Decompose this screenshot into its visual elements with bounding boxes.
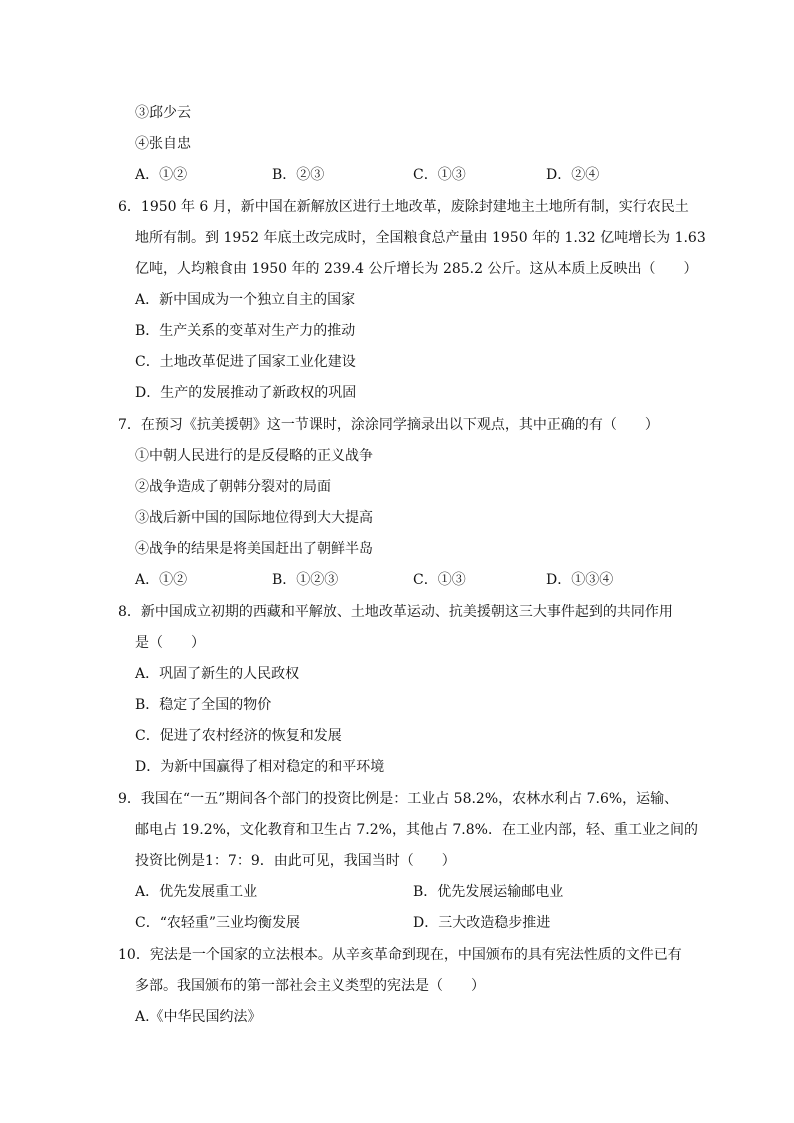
q7-option-a: A．①②	[135, 572, 188, 588]
q7-item-3: ③战后新中国的国际地位得到大大提高	[135, 510, 373, 526]
q10-option-a: A.《中华民国约法》	[135, 1009, 262, 1025]
q7-option-b: B．①②③	[272, 572, 339, 588]
q6-option-c: C．土地改革促进了国家工业化建设	[135, 354, 356, 370]
q8-option-c: C．促进了农村经济的恢复和发展	[135, 728, 342, 744]
q8-stem-line-1: 8．新中国成立初期的西藏和平解放、土地改革运动、抗美援朝这三大事件起到的共同作用	[118, 604, 673, 620]
q9-stem-line-2: 邮电占 19.2%，文化教育和卫生占 7.2%，其他占 7.8%．在工业内部，轻、重工业之间的	[135, 822, 698, 838]
q8-stem-line-2: 是（ ）	[135, 635, 205, 651]
q7-option-c: C．①③	[413, 572, 466, 588]
q5-option-b: B．②③	[272, 167, 325, 183]
q9-stem-line-3: 投资比例是1：7：9．由此可见，我国当时（ ）	[135, 853, 456, 869]
q5-option-c: C．①③	[413, 167, 466, 183]
q8-option-b: B．稳定了全国的物价	[135, 697, 272, 713]
q5-option-a: A．①②	[135, 167, 188, 183]
q9-option-c: C．“农轻重”三业均衡发展	[135, 915, 301, 931]
q7-item-4: ④战争的结果是将美国赶出了朝鲜半岛	[135, 541, 373, 557]
q6-stem-line-2: 地所有制。到 1952 年底土改完成时，全国粮食总产量由 1950 年的 1.32 亿吨增长为 1.63	[135, 230, 706, 246]
q6-stem-line-3: 亿吨，人均粮食由 1950 年的 239.4 公斤增长为 285.2 公斤。这从本质上反映出（ ）	[135, 261, 698, 277]
q5-item-4: ④张自忠	[135, 136, 191, 152]
q7-stem: 7．在预习《抗美援朝》这一节课时，涂涂同学摘录出以下观点，其中正确的有（ ）	[118, 417, 659, 433]
q5-option-d: D．②④	[546, 167, 600, 183]
q6-stem-line-1: 6．1950 年 6 月，新中国在新解放区进行土地改革，废除封建地主土地所有制，实行农民土	[118, 199, 689, 215]
q7-item-2: ②战争造成了朝韩分裂对的局面	[135, 479, 331, 495]
q9-option-b: B．优先发展运输邮电业	[413, 884, 564, 900]
q6-option-b: B．生产关系的变革对生产力的推动	[135, 323, 356, 339]
q9-option-d: D．三大改造稳步推进	[413, 915, 551, 931]
q6-option-a: A．新中国成为一个独立自主的国家	[135, 292, 356, 308]
q8-option-a: A．巩固了新生的人民政权	[135, 666, 300, 682]
q9-option-a: A．优先发展重工业	[135, 884, 258, 900]
q7-item-1: ①中朝人民进行的是反侵略的正义战争	[135, 448, 373, 464]
q9-stem-line-1: 9．我国在“一五”期间各个部门的投资比例是：工业占 58.2%，农林水利占 7.6%，运输、	[118, 791, 679, 807]
q5-item-3: ③邱少云	[135, 105, 191, 121]
q6-option-d: D．生产的发展推动了新政权的巩固	[135, 385, 357, 401]
q8-option-d: D．为新中国赢得了相对稳定的和平环境	[135, 759, 385, 775]
q10-stem-line-2: 多部。我国颁布的第一部社会主义类型的宪法是（ ）	[135, 978, 485, 994]
q10-stem-line-1: 10．宪法是一个国家的立法根本。从辛亥革命到现在，中国颁布的具有宪法性质的文件已有	[118, 947, 682, 963]
q7-option-d: D．①③④	[546, 572, 614, 588]
